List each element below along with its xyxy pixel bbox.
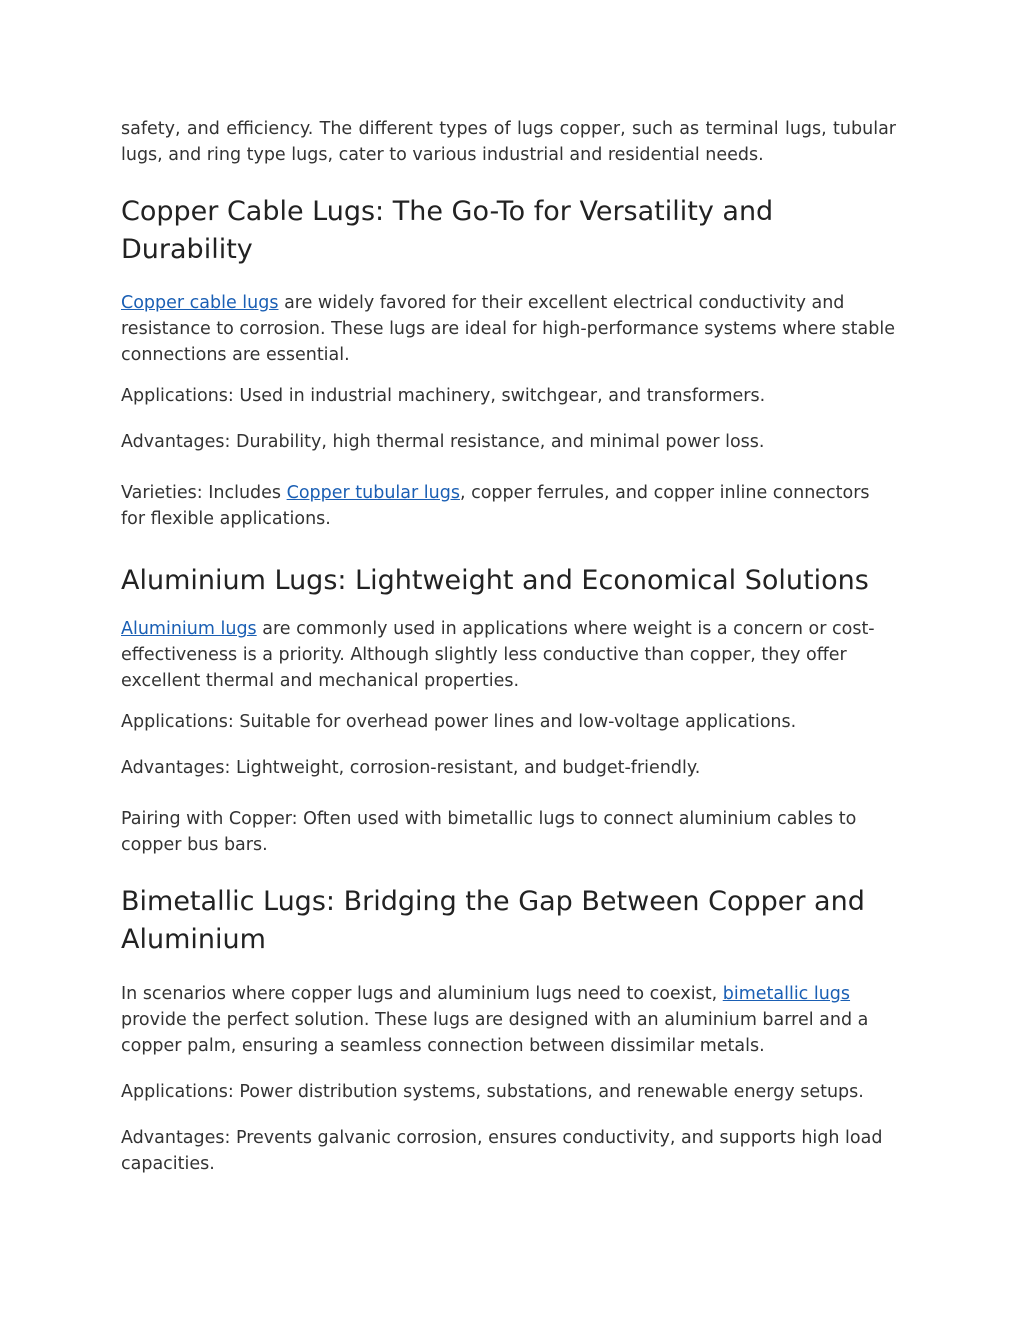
document-content	[121, 116, 896, 1177]
aluminium-lugs-link[interactable]: Aluminium lugs	[121, 619, 257, 639]
bimetallic-prefix: In scenarios where copper lugs and aluminium lugs need to coexist,	[121, 984, 723, 1004]
bimetallic-suffix: provide the perfect solution. These lugs are designed with an aluminium barrel and a copper palm, ensuring a seamless connection between dissimilar metals.	[121, 1010, 869, 1056]
copper-tubular-lugs-link[interactable]: Copper tubular lugs	[286, 483, 460, 503]
copper-cable-lugs-link[interactable]: Copper cable lugs	[121, 293, 279, 313]
copper-advantages: Advantages: Durability, high thermal resistance, and minimal power loss.	[121, 432, 765, 452]
copper-paragraph	[121, 290, 896, 368]
intro-paragraph: safety, and efficiency. The different types of lugs copper, such as terminal lugs, tubular lugs, and ring type lugs, cater to various industrial and residential needs.	[121, 119, 896, 165]
varieties-suffix: , copper ferrules, and copper inline connectors for flexible applications.	[121, 483, 870, 529]
bimetallic-paragraph	[121, 981, 896, 1059]
aluminium-paragraph	[121, 616, 896, 694]
varieties-prefix: Varieties: Includes	[121, 483, 287, 503]
aluminium-paragraph-text: are commonly used in applications where weight is a concern or cost-effectiveness is a priority. Although slightly less conductive than copper, they offer excellent thermal and mechanical properties.	[121, 619, 875, 691]
aluminium-advantages: Advantages: Lightweight, corrosion-resistant, and budget-friendly.	[121, 758, 701, 778]
bimetallic-applications: Applications: Power distribution systems, substations, and renewable energy setups.	[121, 1082, 864, 1102]
bimetallic-heading: Bimetallic Lugs: Bridging the Gap Between Copper and Aluminium	[121, 886, 865, 955]
bimetallic-lugs-link[interactable]: bimetallic lugs	[722, 984, 851, 1004]
aluminium-pairing: Pairing with Copper: Often used with bimetallic lugs to connect aluminium cables to copper bus bars.	[121, 809, 857, 855]
copper-paragraph-text: are widely favored for their excellent electrical conductivity and resistance to corrosion. These lugs are ideal for high-performance systems where stable connections are essential.	[121, 293, 895, 365]
copper-applications: Applications: Used in industrial machinery, switchgear, and transformers.	[121, 386, 766, 406]
aluminium-applications: Applications: Suitable for overhead power lines and low-voltage applications.	[121, 712, 797, 732]
copper-varieties	[121, 480, 896, 532]
aluminium-heading: Aluminium Lugs: Lightweight and Economical Solutions	[121, 565, 869, 596]
copper-heading: Copper Cable Lugs: The Go-To for Versatility and Durability	[121, 196, 774, 265]
bimetallic-advantages: Advantages: Prevents galvanic corrosion, ensures conductivity, and supports high load capacities.	[121, 1128, 883, 1174]
